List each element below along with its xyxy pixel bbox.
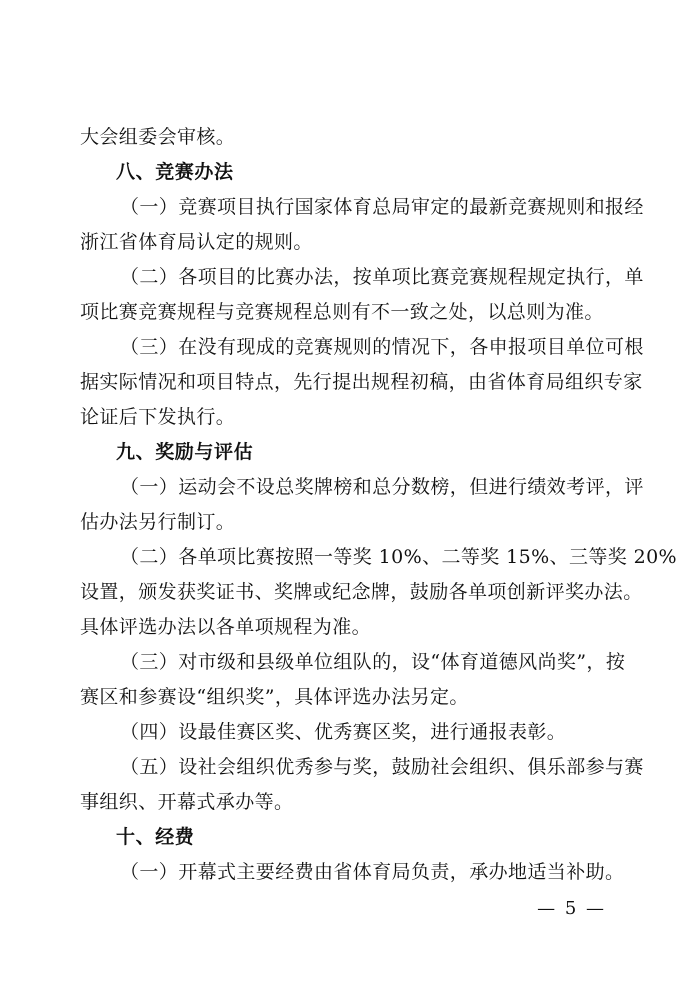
paragraph [80, 540, 678, 645]
paragraph [80, 470, 644, 540]
paragraph-line: （五）设社会组织优秀参与奖，鼓励社会组织、俱乐部参与赛 [120, 756, 644, 778]
paragraph [80, 750, 644, 820]
paragraph-line: 赛区和参赛设“组织奖”，具体评选办法另定。 [80, 686, 469, 708]
paragraph-line: 具体评选办法以各单项规程为准。 [80, 616, 372, 638]
paragraph-line: 项比赛竞赛规程与竞赛规程总则有不一致之处，以总则为准。 [80, 301, 604, 323]
section-competition-methods [80, 155, 644, 435]
section-heading: 八、竞赛办法 [116, 161, 234, 183]
paragraph-line: （二）各单项比赛按照一等奖 10%、二等奖 15%、三等奖 20% [120, 546, 678, 568]
paragraph-line: 设置，颁发获奖证书、奖牌或纪念牌，鼓励各单项创新评奖办法。 [80, 581, 643, 603]
paragraph [80, 190, 644, 260]
paragraph [80, 855, 625, 890]
intro-line: 大会组委会审核。 [80, 126, 236, 148]
section-heading: 九、奖励与评估 [116, 441, 254, 463]
paragraph [80, 260, 644, 330]
section-heading: 十、经费 [116, 826, 195, 848]
paragraph [80, 715, 620, 750]
paragraph [80, 330, 644, 435]
paragraph-line: 事组织、开幕式承办等。 [80, 791, 294, 813]
paragraph-line: （三）在没有现成的竞赛规则的情况下，各申报项目单位可根 [120, 336, 644, 358]
paragraph-line: 估办法另行制订。 [80, 511, 236, 533]
paragraph-line: （一）开幕式主要经费由省体育局负责，承办地适当补助。 [120, 861, 625, 883]
section-funding [80, 820, 625, 890]
paragraph-line: （二）各项目的比赛办法，按单项比赛竞赛规程规定执行，单 [120, 266, 644, 288]
paragraph-line: 论证后下发执行。 [80, 406, 236, 428]
paragraph-line: （四）设最佳赛区奖、优秀赛区奖，进行通报表彰。 [120, 721, 567, 743]
paragraph-line: 据实际情况和项目特点，先行提出规程初稿，由省体育局组织专家 [80, 371, 643, 393]
paragraph-line: （三）对市级和县级单位组队的，设“体育道德风尚奖”，按 [120, 651, 626, 673]
page-number: — 5 — [537, 898, 606, 919]
document-body [80, 120, 678, 890]
paragraph-line: （一）竞赛项目执行国家体育总局审定的最新竞赛规则和报经 [120, 196, 644, 218]
paragraph-line: 浙江省体育局认定的规则。 [80, 231, 313, 253]
paragraph-line: （一）运动会不设总奖牌榜和总分数榜，但进行绩效考评，评 [120, 476, 644, 498]
paragraph [80, 645, 626, 715]
section-awards-evaluation [80, 435, 678, 820]
